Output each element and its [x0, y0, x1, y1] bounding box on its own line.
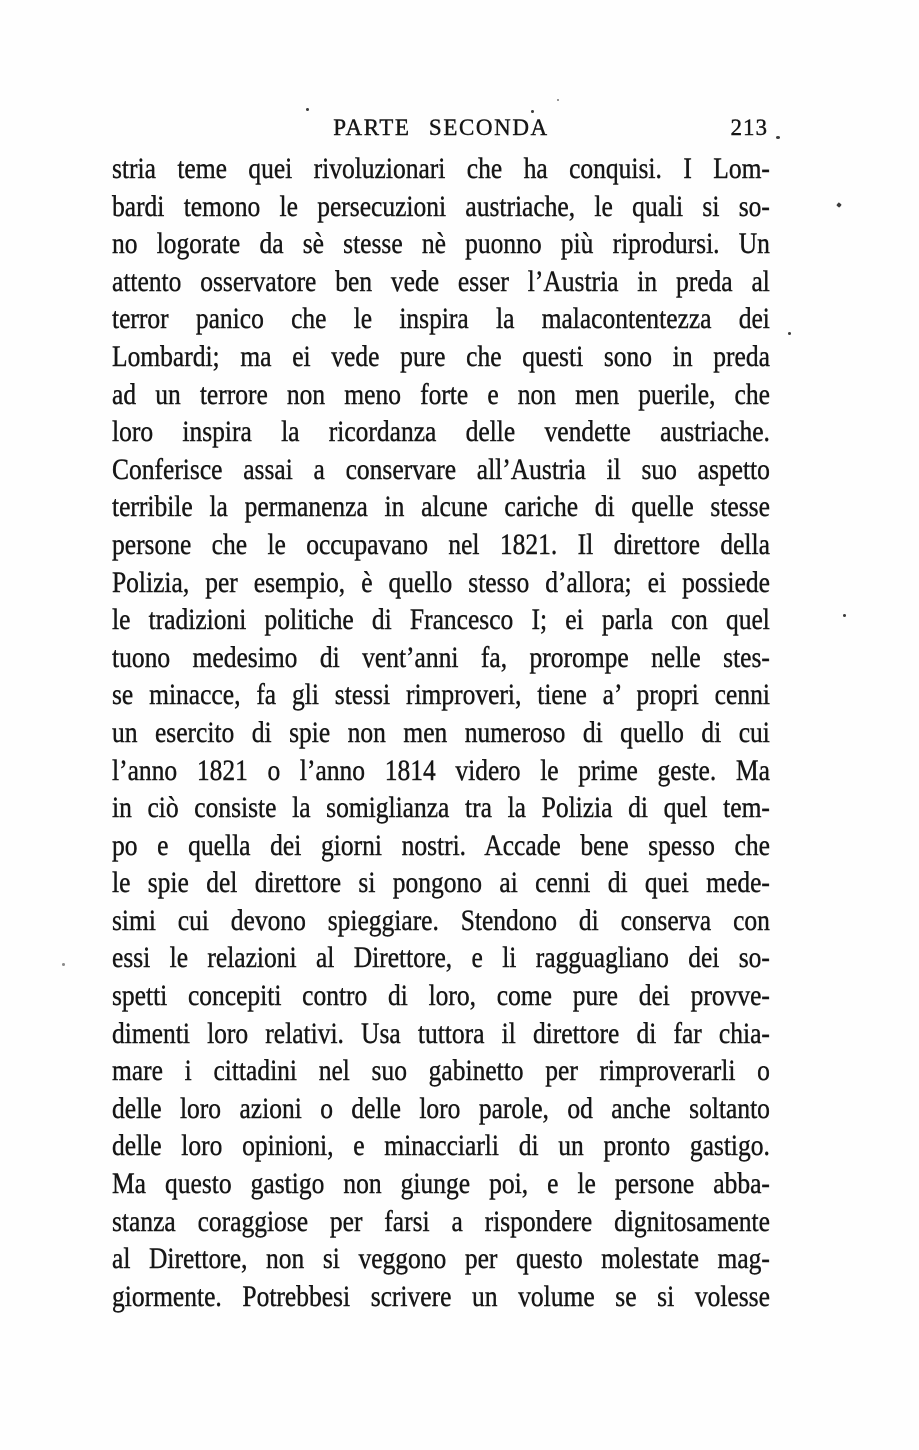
text-line: un esercito di spie non men numeroso di quello di cui: [112, 715, 770, 749]
text-line: ad un terrore non meno forte e non men puerile, che: [112, 377, 770, 411]
text-line: dimenti loro relativi. Usa tuttora il direttore di far chia-: [112, 1016, 770, 1050]
text-line: Polizia, per esempio, è quello stesso d’allora; ei possiede: [112, 565, 770, 599]
text-line: le spie del direttore si pongono ai cenni di quei mede-: [112, 866, 770, 900]
text-line: persone che le occupavano nel 1821. Il direttore della: [112, 527, 770, 561]
text-line: stanza coraggiose per farsi a rispondere dignitosamente: [112, 1204, 770, 1238]
text-line: l’anno 1821 o l’anno 1814 videro le prime geste. Ma: [112, 753, 770, 787]
text-line: bardi temono le persecuzioni austriache, le quali si so-: [112, 189, 770, 223]
text-line: essi le relazioni al Direttore, e li ragguagliano dei so-: [112, 941, 770, 975]
text-line: se minacce, fa gli stessi rimproveri, tiene a’ propri cenni: [112, 678, 770, 712]
scan-speck: [531, 110, 534, 113]
text-line: Conferisce assai a conservare all’Austria il suo aspetto: [112, 452, 770, 486]
scan-speck: [776, 136, 780, 139]
scan-speck: [62, 963, 65, 966]
text-line: giormente. Potrebbesi scrivere un volume se si volesse: [112, 1279, 770, 1313]
text-line: terribile la permanenza in alcune cariche di quelle stesse: [112, 490, 770, 524]
text-line: stria teme quei rivoluzionari che ha conquisi. I Lom-: [112, 152, 770, 185]
scan-speck: [788, 332, 791, 335]
body-text: [112, 150, 770, 1315]
text-line: le tradizioni politiche di Francesco I; ei parla con quel: [112, 603, 770, 637]
page-number: 213: [730, 115, 768, 140]
text-line: delle loro opinioni, e minacciarli di un pronto gastigo.: [112, 1129, 770, 1163]
running-header: [112, 113, 770, 145]
scan-speck: [306, 108, 309, 111]
text-line: no logorate da sè stesse nè puonno più riprodursi. Un: [112, 227, 770, 261]
text-line: in ciò consiste la somiglianza tra la Polizia di quel tem-: [112, 791, 770, 825]
scan-speck: [836, 202, 842, 208]
text-line: po e quella dei giorni nostri. Accade bene spesso che: [112, 828, 770, 862]
text-line: delle loro azioni o delle loro parole, od anche soltanto: [112, 1091, 770, 1125]
text-line: tuono medesimo di vent’anni fa, prorompe nelle stes-: [112, 640, 770, 674]
text-line: spetti concepiti contro di loro, come pure dei provve-: [112, 979, 770, 1013]
text-line: terror panico che le inspira la malacontentezza dei: [112, 302, 770, 336]
scan-speck: [843, 614, 846, 617]
text-line: Lombardi; ma ei vede pure che questi sono in preda: [112, 339, 770, 373]
text-line: mare i cittadini nel suo gabinetto per rimproverarli o: [112, 1054, 770, 1088]
scan-speck: [557, 99, 559, 101]
text-line: Ma questo gastigo non giunge poi, e le persone abba-: [112, 1167, 770, 1201]
header-title: PARTE SECONDA: [333, 115, 549, 140]
text-line: attento osservatore ben vede esser l’Austria in preda al: [112, 264, 770, 298]
text-line: al Direttore, non si veggono per questo molestate mag-: [112, 1242, 770, 1276]
text-line: simi cui devono spieggiare. Stendono di conserva con: [112, 903, 770, 937]
text-line: loro inspira la ricordanza delle vendette austriache.: [112, 415, 770, 449]
